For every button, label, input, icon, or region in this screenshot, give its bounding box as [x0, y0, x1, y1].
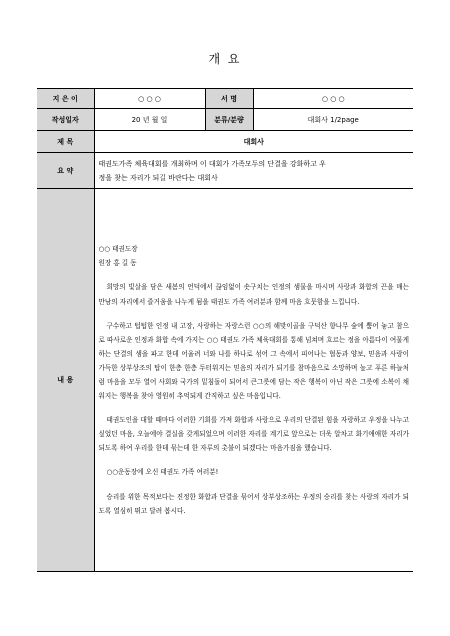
summary-line: 정을 찾는 자리가 되길 바란다는 대회사 [98, 173, 218, 182]
document-title: 개 요 [208, 52, 242, 66]
content-header-line: 원장 홍 길 동 [98, 259, 137, 268]
content-row [37, 189, 413, 572]
summary-row [37, 153, 413, 189]
author-value: ○ ○ ○ [94, 89, 205, 109]
category-value: 대회사 1/2page [253, 109, 413, 131]
content-paragraph: ○○운동장에 오신 태권도 가족 여러분! [106, 468, 219, 477]
content-paragraph: 승리를 위한 목적보다는 진정한 화합과 단결을 묶어서 상부상조하는 우정의 승리를 찾는 사랑의 자리가 되도록 열심히 뛰고 달려 봅시다. [98, 492, 409, 515]
speaker-label: 서 명 [205, 89, 253, 109]
date-row [37, 109, 413, 131]
date-label: 작성일자 [37, 109, 94, 131]
content-paragraph: 희망의 빛살을 담은 새봄의 언덕에서 끊임없이 솟구치는 인정의 샘물을 마시며 사랑과 화합의 끈을 매는 만남의 자리에서 즐거움을 나누게 됨을 태권도 가족 여러분과 함께 마음 흐뭇함을 느낍니다. [98, 283, 409, 306]
subject-value: 대회사 [94, 131, 413, 153]
content-paragraph: 구수하고 텁텁한 인정 내 고장, 사랑하는 자랑스런 ○○의 해맞이골을 구덕산 향나무 숲에 뿜어 놓고 참으로 따사로운 인정과 화합 속에 가지는 ○○ 태권도 가족 체육대회를 통해 넘쳐며 흐르는 정을 아름다이 여물게 하는 단결의 샘을 파고 한데 어울려 너와 나를 하나로 섞어 그 속에서 피어나는 협동과 양보, 믿음과 사랑이 가득한 상부상조의 탑이 한층 한층 두터워지는 믿음의 자리가 되기를 참마음으로 소망하며 높고 푸른 하늘처럼 마음을 모두 열어 사회와 국가의 밑침돌이 되어서 큰그릇에 담는 작은 행복이 아닌 작은 그릇에 소복이 채워지는 행복을 찾아 영원히 추억되게 간직하고 싶은 마음입니다. [98, 321, 409, 401]
summary-line: 태권도가족 체육대회를 개최하며 이 대회가 가족모두의 단결을 강화하고 우 [98, 159, 326, 168]
subject-row [37, 131, 413, 153]
author-row [37, 89, 413, 109]
category-label: 분류/분량 [205, 109, 253, 131]
speaker-value: ○ ○ ○ [253, 89, 413, 109]
author-label: 지 은 이 [37, 89, 94, 109]
summary-text [94, 153, 413, 189]
date-value: 20 년 월 일 [94, 109, 205, 131]
subject-label: 제 목 [37, 131, 94, 153]
summary-form-table [37, 88, 413, 572]
content-paragraph: 태권도인을 대할 때마다 이러한 기회를 가져 화합과 사랑으로 우리의 단결된 힘을 자랑하고 우정을 나누고 싶었던 마음, 오늘에야 결실을 갖게되었으며 이러한 자리를 계기로 앞으로는 더욱 알차고 화기애애한 자리가 되도록 하여 우리를 한데 묶는데 한 자루의 촛불이 되겠다는 마음가짐을 했습니다. [98, 416, 409, 453]
content-body [94, 189, 413, 572]
content-header-line: ○○ 태권도장 [98, 245, 138, 254]
content-label: 내 용 [37, 189, 94, 572]
summary-label: 요 약 [37, 153, 94, 189]
